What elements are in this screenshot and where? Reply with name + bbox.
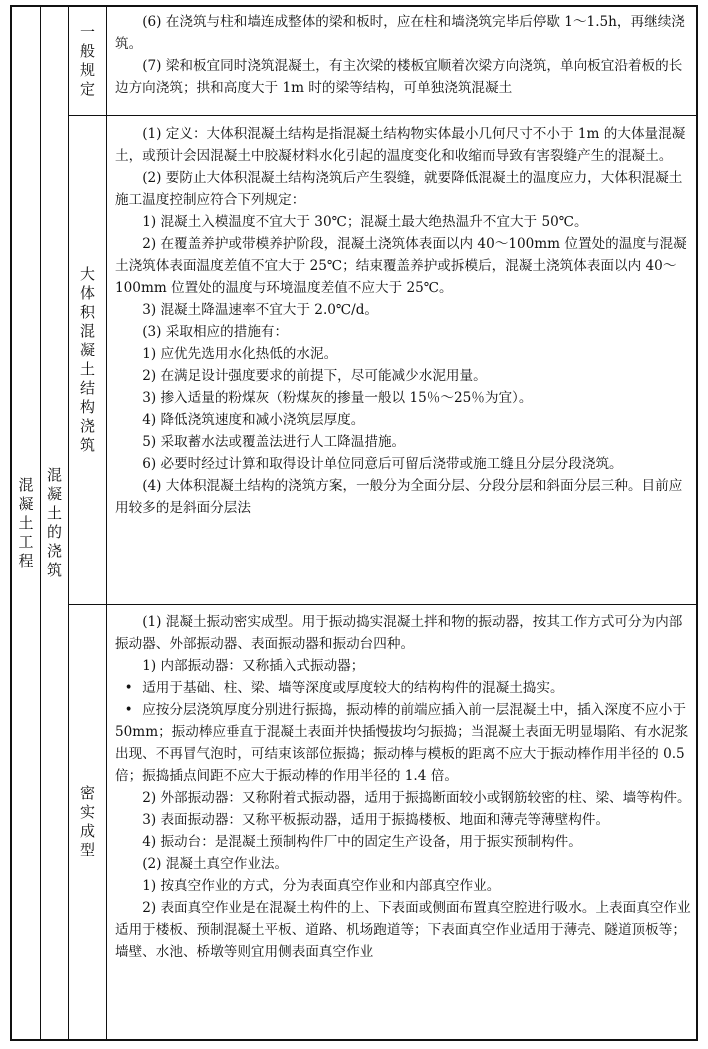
paragraph: (1) 混凝土振动密实成型。用于振动捣实混凝土拌和物的振动器，按其工作方式可分为内部振动器、外部振动器、表面振动器和振动台四种。 xyxy=(115,614,683,652)
paragraph: (4) 大体积混凝土结构的浇筑方案，一般分为全面分层、分段分层和斜面分层三种。目前应用较多的是斜面分层法 xyxy=(115,478,683,516)
subcategory-label xyxy=(41,7,68,1039)
vertical-label-text: 混凝土工程 xyxy=(18,475,34,570)
paragraph: 2) 外部振动器：又称附着式振动器，适用于振捣断面较小或钢筋较密的柱、梁、墙等构件。 xyxy=(142,790,691,806)
paragraph: 3) 掺入适量的粉煤灰（粉煤灰的掺量一般以 15％～25％为宜）。 xyxy=(142,390,533,406)
paragraph: 2) 表面真空作业是在混凝土构件的上、下表面或侧面布置真空腔进行吸水。上表面真空作业适用于楼板、预制混凝土平板、道路、机场跑道等；下表面真空作业适用于薄壳、隧道顶板等；墙壁、水池、桥墩等则宜用侧表面真空作业 xyxy=(115,900,691,960)
paragraph: (7) 梁和板宜同时浇筑混凝土，有主次梁的楼板宜顺着次梁方向浇筑，单向板宜沿着板的长边方向浇筑；拱和高度大于 1m 时的梁等结构，可单独浇筑混凝土 xyxy=(115,58,683,96)
paragraph: 1) 混凝土入模温度不宜大于 30℃；混凝土最大绝热温升不宜大于 50℃。 xyxy=(142,214,588,230)
paragraph: 1) 按真空作业的方式，分为表面真空作业和内部真空作业。 xyxy=(142,878,501,894)
section-content-general xyxy=(107,11,700,115)
vertical-label-text: 混凝土的浇筑 xyxy=(47,466,63,579)
bullet-text: 适用于基础、柱、梁、墙等深度或厚度较大的结构构件的混凝土捣实。 xyxy=(142,680,564,696)
paragraph: (1) 定义：大体积混凝土结构是指混凝土结构物实体最小几何尺寸不小于 1m 的大体量混凝土，或预计会因混凝土中胶凝材料水化引起的温度变化和收缩而导致有害裂缝产生的混凝土。 xyxy=(115,126,686,164)
vertical-label-text: 一般规定 xyxy=(80,23,96,98)
bullet-icon: • xyxy=(124,680,133,696)
paragraph: 2) 在覆盖养护或带模养护阶段，混凝土浇筑体表面以内 40～100mm 位置处的温度与混凝土浇筑体表面温度差值不宜大于 25℃；结束覆盖养护或拆模后，混凝土浇筑体表面以内 40～100mm 位置处的温度与环境温度差值不应大于 25℃。 xyxy=(115,236,687,296)
paragraph: 1) 内部振动器：又称插入式振动器； xyxy=(142,658,365,674)
paragraph: (3) 采取相应的措施有： xyxy=(142,324,289,340)
paragraph: 3) 混凝土降温速率不宜大于 2.0℃/d。 xyxy=(142,302,379,318)
paragraph: (2) 要防止大体积混凝土结构浇筑后产生裂缝，就要降低混凝土的温度应力，大体积混凝土施工温度控制应符合下列规定： xyxy=(115,170,683,208)
section-label-general xyxy=(69,7,106,115)
paragraph xyxy=(115,699,694,787)
paragraph: (6) 在浇筑与柱和墙连成整体的梁和板时，应在柱和墙浇筑完毕后停歇 1～1.5h，再继续浇筑。 xyxy=(115,14,685,52)
paragraph: 5) 采取蓄水法或覆盖法进行人工降温措施。 xyxy=(142,434,406,450)
row-divider-1 xyxy=(68,115,698,116)
vertical-label-text: 密实成型 xyxy=(80,784,96,859)
bullet-text: 应按分层浇筑厚度分别进行振捣，振动棒的前端应插入前一层混凝土中，插入深度不应小于 50mm；振动棒应垂直于混凝土表面并快插慢拔均匀振捣；当混凝土表面无明显塌陷、有水泥浆出现、不再冒气泡时，可结束该部位振捣；振动棒与模板的距离不应大于振动棒作用半径的 0.5 倍；振捣插点间距不应大于振动棒的作用半径的 1.4 倍。 xyxy=(115,702,689,784)
paragraph: 4) 降低浇筑速度和减小浇筑层厚度。 xyxy=(142,412,365,428)
paragraph: 3) 表面振动器：又称平板振动器，适用于振捣楼板、地面和薄壳等薄壁构件。 xyxy=(142,812,610,828)
paragraph: 2) 在满足设计强度要求的前提下，尽可能减少水泥用量。 xyxy=(142,368,487,384)
section-content-compaction xyxy=(107,611,700,1039)
section-label-mass-concrete xyxy=(69,116,106,604)
paragraph xyxy=(115,677,694,699)
vertical-label-text: 大体积混凝土结构浇筑 xyxy=(80,265,96,454)
paragraph: 4) 振动台：是混凝土预制构件厂中的固定生产设备，用于振实预制构件。 xyxy=(142,834,582,850)
paragraph: 6) 必要时经过计算和取得设计单位同意后可留后浇带或施工缝且分层分段浇筑。 xyxy=(142,456,623,472)
paragraph: (2) 混凝土真空作业法。 xyxy=(142,856,289,872)
bullet-icon: • xyxy=(124,702,133,718)
row-divider-2 xyxy=(68,604,698,605)
category-label xyxy=(12,7,40,1039)
document-table xyxy=(10,5,698,1041)
section-label-compaction xyxy=(69,605,106,1039)
paragraph: 1) 应优先选用水化热低的水泥。 xyxy=(142,346,338,362)
section-content-mass-concrete xyxy=(107,123,700,603)
